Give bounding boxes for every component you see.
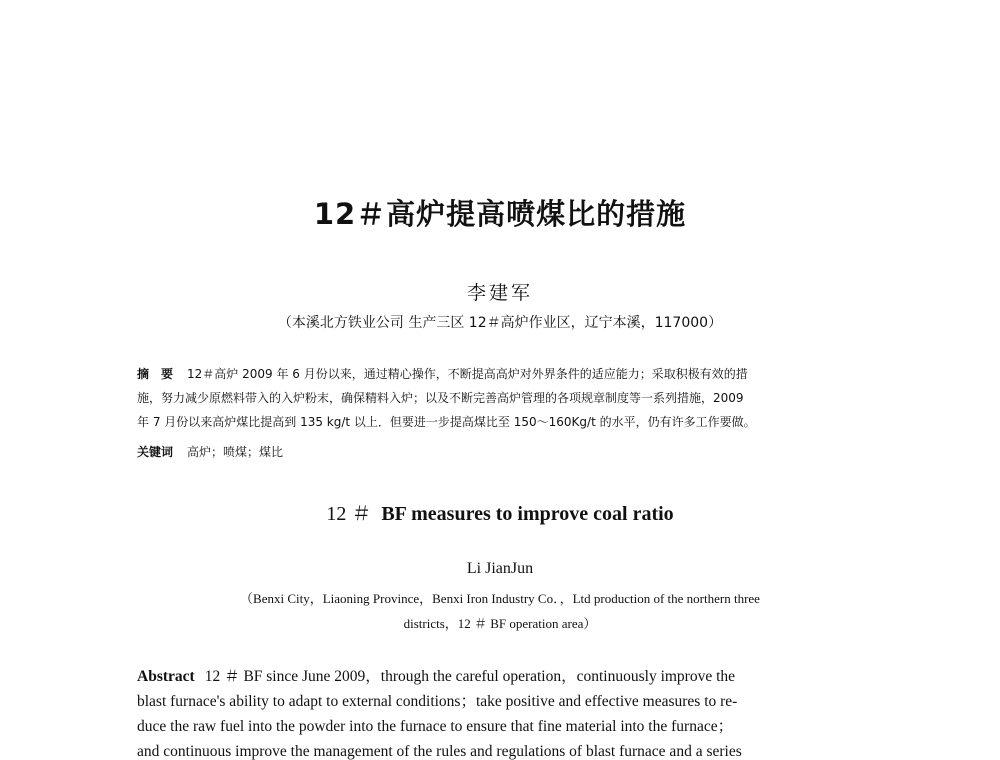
english-affiliation-line-1: （Benxi City，Liaoning Province，Benxi Iron Industry Co．，Ltd production of the northern three — [240, 591, 760, 606]
english-abstract-label: Abstract — [137, 668, 195, 685]
chinese-keywords-text: 高炉；喷煤；煤比 — [187, 445, 284, 459]
english-title — [0, 497, 1000, 526]
english-affiliation — [0, 586, 1000, 636]
chinese-abstract-text-1: 12＃高炉 2009 年 6 月份以来，通过精心操作，不断提高高炉对外界条件的适应能力；采取积极有效的措 — [187, 367, 748, 381]
english-abstract-line-4: and continuous improve the management of the rules and regulations of blast furnace and a series — [137, 743, 742, 760]
chinese-keywords — [137, 443, 875, 460]
english-title-text: BF measures to improve coal ratio — [381, 503, 674, 525]
chinese-author: 李建军 — [466, 282, 533, 304]
english-author: Li JianJun — [466, 560, 534, 577]
english-abstract — [137, 664, 875, 760]
chinese-abstract-label: 摘 要 — [137, 367, 174, 381]
english-abstract-line-2: blast furnace's ability to adapt to external conditions；take positive and effective measures to re- — [137, 693, 738, 710]
chinese-title: 12＃高炉提高喷煤比的措施 — [313, 197, 687, 231]
chinese-abstract-line-2: 施，努力减少原燃料带入的入炉粉末，确保精料入炉；以及不断完善高炉管理的各项规章制度等一系列措施，2009 — [137, 391, 744, 405]
chinese-abstract-line-1 — [137, 362, 875, 386]
english-abstract-line-3: duce the raw fuel into the powder into the furnace to ensure that fine material into the furnace； — [137, 718, 734, 735]
english-abstract-text-1: 12 ＃ BF since June 2009，through the careful operation，continuously improve the — [204, 668, 736, 685]
english-abstract-line-1 — [137, 664, 875, 689]
chinese-abstract — [137, 362, 875, 434]
chinese-abstract-line-3: 年 7 月份以来高炉煤比提高到 135 kg/t 以上．但要进一步提高煤比至 150～160Kg/t 的水平，仍有许多工作要做。 — [137, 415, 756, 429]
english-title-number: 12 ＃ — [326, 503, 372, 525]
chinese-keywords-label: 关键词 — [137, 445, 174, 459]
english-affiliation-line-2: districts，12 ＃ BF operation area） — [403, 616, 597, 631]
chinese-affiliation: （本溪北方铁业公司 生产三区 12＃高炉作业区，辽宁本溪，117000） — [277, 315, 723, 331]
